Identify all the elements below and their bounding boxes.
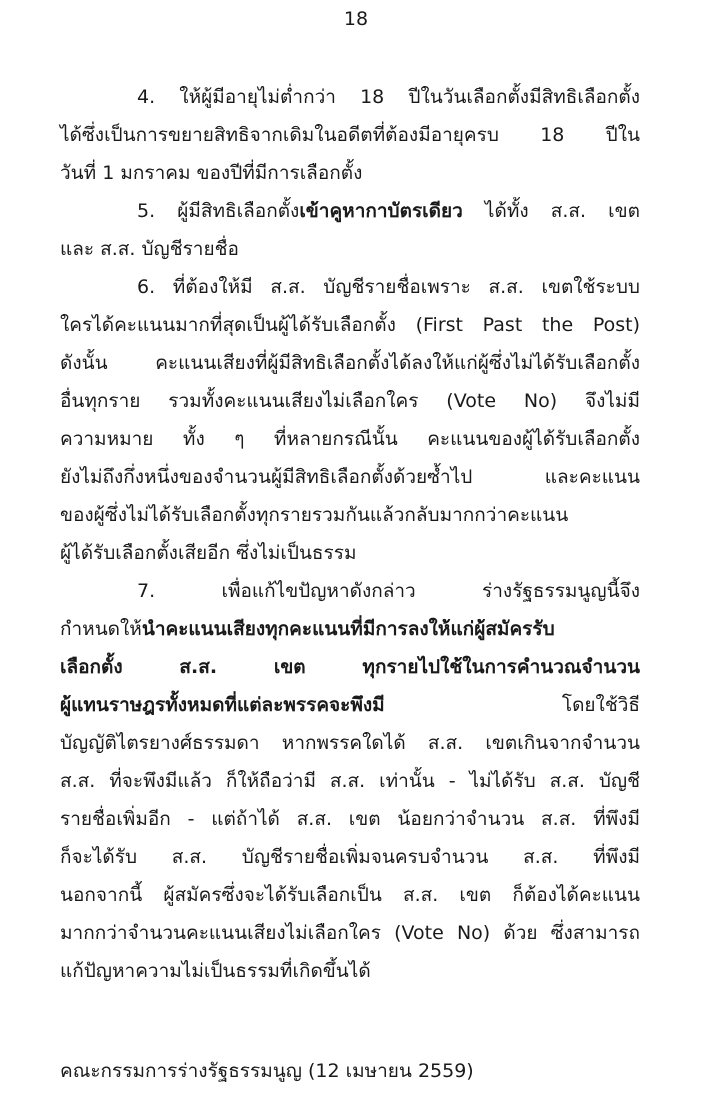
paragraph-6 bbox=[60, 268, 640, 572]
paragraph-4 bbox=[60, 78, 640, 192]
paragraph-6-line-1: 6. ที่ต้องให้มี ส.ส. บัญชีรายชื่อเพราะ ส.ส. เขตใช้ระบบ bbox=[137, 276, 640, 298]
footer-attribution: คณะกรรมการร่างรัฐธรรมนูญ (12 เมษายน 2559) bbox=[60, 1060, 474, 1082]
paragraph-7-line-7: รายชื่อเพิ่มอีก - แต่ถ้าได้ ส.ส. เขต น้อยกว่าจำนวน ส.ส. ที่พึงมี bbox=[60, 808, 640, 830]
paragraph-6-line-5: ความหมาย ทั้ง ๆ ที่หลายกรณีนั้น คะแนนของผู้ได้รับเลือกตั้ง bbox=[60, 428, 640, 450]
paragraph-6-line-6: ยังไม่ถึงกึ่งหนึ่งของจำนวนผู้มีสิทธิเลือกตั้งด้วยซ้ำไป และคะแนน bbox=[60, 466, 640, 488]
paragraph-7-bold-text-2: ผู้แทนราษฎรทั้งหมดที่แต่ละพรรคจะพึงมี bbox=[60, 694, 385, 716]
paragraph-7-line-8: ก็จะได้รับ ส.ส. บัญชีรายชื่อเพิ่มจนครบจำนวน ส.ส. ที่พึงมี bbox=[60, 846, 640, 868]
paragraph-5-line-2: และ ส.ส. บัญชีรายชื่อ bbox=[60, 238, 239, 260]
paragraph-7-line-1: 7. เพื่อแก้ไขปัญหาดังกล่าว ร่างรัฐธรรมนูญนี้จึง bbox=[137, 580, 640, 602]
paragraph-4-line-1: 4. ให้ผู้มีอายุไม่ต่ำกว่า 18 ปีในวันเลือกตั้งมีสิทธิเลือกตั้ง bbox=[137, 86, 640, 108]
page-number: 18 bbox=[343, 8, 369, 30]
paragraph-5-bold-text: เข้าคูหากาบัตรเดียว bbox=[299, 200, 463, 222]
paragraph-6-line-4: อื่นทุกราย รวมทั้งคะแนนเสียงไม่เลือกใคร (Vote No) จึงไม่มี bbox=[60, 390, 640, 412]
paragraph-7-line-10: มากกว่าจำนวนคะแนนเสียงไม่เลือกใคร (Vote No) ด้วย ซึ่งสามารถ bbox=[60, 922, 640, 944]
paragraph-5-text: 5. ผู้มีสิทธิเลือกตั้ง bbox=[137, 200, 300, 222]
paragraph-7-line-9: นอกจากนี้ ผู้สมัครซึ่งจะได้รับเลือกเป็น ส.ส. เขต ก็ต้องได้คะแนน bbox=[60, 884, 640, 906]
paragraph-7-line-2 bbox=[60, 610, 640, 648]
paragraph-7-line-4 bbox=[60, 686, 640, 724]
paragraph-5 bbox=[60, 192, 640, 268]
paragraph-7-line-6: ส.ส. ที่จะพึงมีแล้ว ก็ให้ถือว่ามี ส.ส. เท่านั้น - ไม่ได้รับ ส.ส. บัญชี bbox=[60, 770, 640, 792]
paragraph-7-text-2: โดยใช้วิธี bbox=[384, 694, 640, 716]
paragraph-7-line-11: แก้ปัญหาความไม่เป็นธรรมที่เกิดขึ้นได้ bbox=[60, 960, 371, 982]
paragraph-7-line-5: บัญญัติไตรยางศ์ธรรมดา หากพรรคใดได้ ส.ส. เขตเกินจากจำนวน bbox=[60, 732, 640, 754]
paragraph-6-line-2: ใครได้คะแนนมากที่สุดเป็นผู้ได้รับเลือกตั้ง (First Past the Post) bbox=[60, 314, 640, 336]
paragraph-6-line-7: ของผู้ซึ่งไม่ได้รับเลือกตั้งทุกรายรวมกันแล้วกลับมากกว่าคะแนน bbox=[60, 504, 569, 526]
paragraph-6-line-3: ดังนั้น คะแนนเสียงที่ผู้มีสิทธิเลือกตั้งได้ลงให้แก่ผู้ซึ่งไม่ได้รับเลือกตั้ง bbox=[60, 352, 640, 374]
paragraph-5-line-1 bbox=[60, 192, 640, 230]
paragraph-7-line-3: เลือกตั้ง ส.ส. เขต ทุกรายไปใช้ในการคำนวณจำนวน bbox=[60, 656, 640, 678]
paragraph-7-text: กำหนดให้ bbox=[60, 618, 142, 640]
paragraph-5-text-end: ได้ทั้ง ส.ส. เขต bbox=[462, 200, 640, 222]
paragraph-6-line-8: ผู้ได้รับเลือกตั้งเสียอีก ซึ่งไม่เป็นธรรม bbox=[60, 542, 357, 564]
document-body bbox=[60, 78, 640, 990]
paragraph-4-line-3: วันที่ 1 มกราคม ของปีที่มีการเลือกตั้ง bbox=[60, 162, 363, 184]
paragraph-7-bold-text: นำคะแนนเสียงทุกคะแนนที่มีการลงให้แก่ผู้สมัครรับ bbox=[141, 618, 555, 640]
paragraph-4-line-2: ได้ซึ่งเป็นการขยายสิทธิจากเดิมในอดีตที่ต้องมีอายุครบ 18 ปีใน bbox=[60, 124, 640, 146]
paragraph-7 bbox=[60, 572, 640, 990]
